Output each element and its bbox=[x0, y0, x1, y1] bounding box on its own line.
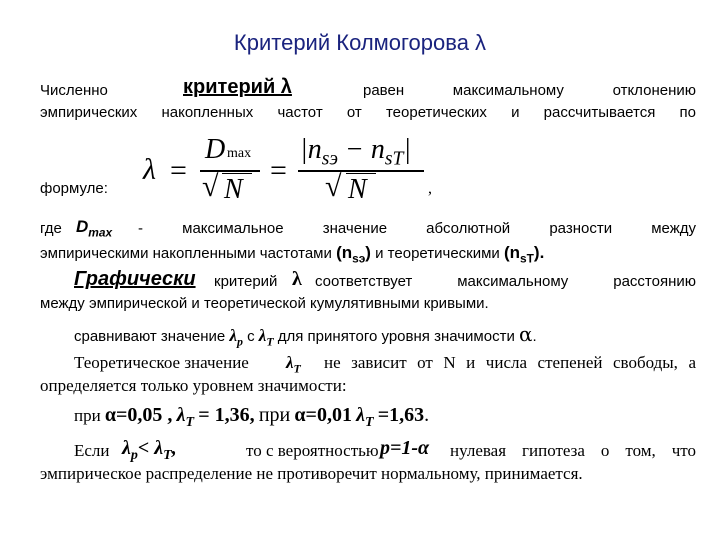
sqrt-bar-1 bbox=[222, 173, 252, 174]
p2-line-2: эмпирическими накопленными частотами $(n_{sэ})$ и теоретическими $(n_{sT})$. bbox=[40, 243, 545, 266]
p2-line-4: между эмпирической и теоретической кумулятивными кривыми. bbox=[40, 295, 489, 312]
n-se-symbol: $(n_{sэ})$ bbox=[336, 243, 371, 266]
p2-line-10: эмпирическое распределение не противоречит нормальному, принимается. bbox=[40, 464, 583, 483]
lambda-comparison: $\lambda_p< \lambda_T$, bbox=[122, 437, 177, 463]
formula-eq2: = bbox=[270, 154, 287, 187]
formula-comma: , bbox=[428, 180, 432, 197]
formula-n2: N bbox=[348, 174, 367, 205]
lambda-t-symbol: $\lambda_T$ bbox=[286, 353, 301, 376]
sqrt-2: √ bbox=[325, 170, 342, 203]
graphically-heading: Графически bbox=[74, 268, 196, 290]
p2-line-5: сравнивают значение $\lambda_p$ с $\lambda_T$ для принятого уровня значимости α. bbox=[74, 322, 537, 349]
p2-l1-b: - максимальное значение абсолютной разности между bbox=[138, 220, 696, 237]
p2-line-7: определяется только уровнем значимости: bbox=[40, 376, 347, 395]
formula-label: формуле: bbox=[40, 180, 108, 197]
sqrt-bar-2 bbox=[346, 173, 376, 174]
probability-expr: p=1-α bbox=[380, 437, 430, 459]
formula-numerator-2: $|n_{sэ} - n_{sT}|$ bbox=[300, 134, 412, 170]
formula-lambda: λ bbox=[143, 153, 156, 186]
sqrt-1: √ bbox=[202, 170, 219, 203]
alpha-symbol: α bbox=[519, 322, 533, 346]
p2-l1-a: где bbox=[40, 220, 62, 237]
n-st-symbol: $(n_{sT})$. bbox=[503, 243, 545, 266]
formula-eq1: = bbox=[170, 154, 187, 187]
formula-n1: N bbox=[224, 174, 243, 205]
dmax-symbol: $D_{max}$ bbox=[76, 217, 113, 240]
lambda-symbol: λ bbox=[292, 268, 302, 290]
p1-l1-c: равен максимальному отклонению bbox=[363, 82, 696, 99]
formula-dmax: D max bbox=[205, 134, 252, 165]
criterion-lambda: критерий λ bbox=[183, 76, 292, 98]
p1-line-2: эмпирических накопленных частот от теоретических и рассчитывается по bbox=[40, 104, 696, 121]
page-title: Критерий Колмогорова λ bbox=[233, 30, 487, 55]
p2-line-8: при α=0,05 , $\lambda_T = 1,36$, при α=0,01 $\lambda_T =1,63$. bbox=[74, 404, 430, 430]
fraction-bar-2 bbox=[298, 170, 424, 172]
p1-l1-a: Численно bbox=[40, 82, 108, 99]
